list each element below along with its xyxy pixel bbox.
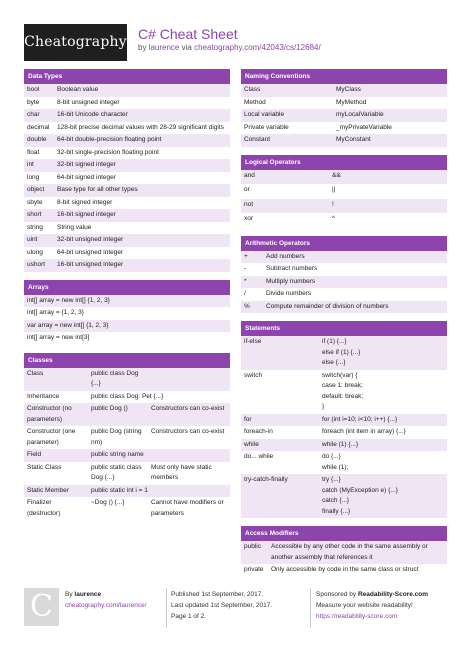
type-desc: 64-bit double-precision floating point <box>57 136 162 143</box>
table-row <box>24 172 230 185</box>
published-date: Published 1st September, 2017. <box>171 591 264 598</box>
page-title: C# Cheat Sheet <box>138 26 238 42</box>
operator-symbol: - <box>244 265 247 272</box>
operator-desc: Multiply numbers <box>266 277 316 285</box>
note <box>148 369 230 390</box>
type-desc: Base type for all other types <box>57 186 138 193</box>
operator-desc: Compute remainder of division of numbers <box>266 302 389 310</box>
modifier-desc: Only accessible by code in the same class or struct <box>271 566 419 573</box>
section-title: Data Types <box>24 69 230 84</box>
section-title: Naming Conventions <box>241 69 447 84</box>
code-example: var array = new int[] {1, 2, 3} <box>27 321 109 329</box>
type-desc: 32-bit single-precision floating point <box>57 148 159 156</box>
note: Cannot have modifiers or parameters <box>151 499 224 517</box>
right-column <box>241 69 447 585</box>
type-desc: 8-bit unsigned integer <box>57 98 120 106</box>
divider <box>310 588 311 628</box>
divider <box>166 588 167 628</box>
syntax: public class Dog {...} <box>91 369 139 387</box>
table-row <box>24 134 230 147</box>
example: MyClass <box>336 86 361 93</box>
table-row <box>241 276 447 289</box>
type-desc: Boolean value <box>57 86 99 93</box>
table-row <box>241 263 447 276</box>
sponsor-name[interactable]: Readability-Score.com <box>357 591 429 598</box>
kind: Constant <box>244 136 271 143</box>
via-label: via <box>181 43 192 52</box>
type-name: sbyte <box>27 198 43 206</box>
table-row <box>24 497 230 520</box>
concept: Constructor (no parameters) <box>27 405 72 423</box>
arrays-section <box>24 280 230 345</box>
sponsor-link[interactable]: https://readability-score.com <box>316 613 398 620</box>
operator-name: not <box>244 200 254 208</box>
access-table <box>241 541 447 577</box>
type-desc: 32-bit signed integer <box>57 161 116 168</box>
example: MyConstant <box>336 136 371 143</box>
table-row <box>241 170 447 185</box>
sponsored-label: Sponsored by <box>316 591 357 598</box>
statements-table <box>241 336 447 518</box>
statements-section <box>241 321 447 518</box>
type-desc: String value <box>57 223 92 231</box>
table-row <box>241 213 447 228</box>
kind: Method <box>244 98 266 106</box>
note: Constructors can co-exist <box>151 428 225 435</box>
table-row <box>241 564 447 577</box>
table-row <box>24 307 230 320</box>
example: MyMethod <box>336 98 367 106</box>
table-row <box>241 370 447 414</box>
statement-syntax: while (1) {...} <box>322 440 359 448</box>
table-row <box>241 109 447 122</box>
type-name: int <box>27 161 34 168</box>
modifier-name: private <box>244 566 264 573</box>
kind: Private variable <box>244 123 289 131</box>
table-row <box>241 122 447 135</box>
table-row <box>241 84 447 97</box>
footer-author[interactable]: laurence <box>74 591 102 598</box>
type-desc: 32-bit unsigned integer <box>57 236 124 243</box>
classes-section <box>24 353 230 521</box>
type-name: ulong <box>27 248 43 256</box>
section-title: Classes <box>24 353 230 368</box>
type-name: long <box>27 173 40 181</box>
cheatography-c-logo: C <box>24 588 59 626</box>
code-example: int[] array = new int[3] <box>27 334 90 341</box>
concept: Class <box>27 369 44 377</box>
table-row <box>241 301 447 314</box>
section-title: Arithmetic Operators <box>241 236 447 251</box>
type-name: object <box>27 186 45 193</box>
operator-symbol: && <box>332 171 341 179</box>
syntax: public class Dog: Pet {...} <box>91 392 164 400</box>
statement-name: try-catch-finally <box>244 476 288 483</box>
table-row <box>24 449 230 462</box>
example: myLocalVariable <box>336 111 384 118</box>
type-name: decimal <box>27 123 50 131</box>
operator-name: or <box>244 186 250 193</box>
type-name: byte <box>27 98 40 106</box>
table-row <box>241 199 447 214</box>
by-label: by <box>138 43 147 52</box>
type-name: ushort <box>27 261 46 268</box>
type-name: short <box>27 211 42 218</box>
access-modifiers-section <box>241 526 447 577</box>
statement-name: if-else <box>244 338 262 345</box>
data-types-table <box>24 84 230 272</box>
note <box>148 450 230 461</box>
statement-name: do... while <box>244 453 274 460</box>
table-row <box>24 295 230 308</box>
table-row <box>24 234 230 247</box>
table-row <box>24 209 230 222</box>
operator-name: xor <box>244 215 254 222</box>
author-link[interactable]: laurence <box>148 43 180 52</box>
section-title: Statements <box>241 321 447 336</box>
statement-syntax: do {...} while (1); <box>322 453 349 471</box>
classes-table <box>24 368 230 521</box>
modifier-desc: Accessible by any other code in the same assembly or another assembly that references it <box>271 543 428 561</box>
left-column <box>24 69 230 528</box>
concept: Constructor (one parameter) <box>27 428 76 446</box>
arithmetic-table <box>241 251 447 314</box>
sponsor-tagline: Measure your website readability! <box>316 602 413 609</box>
operator-symbol: * <box>244 277 247 285</box>
operator-name: and <box>244 171 255 179</box>
table-row <box>24 159 230 172</box>
operator-desc: Divide numbers <box>266 290 312 297</box>
statement-syntax: foreach (int item in array) {...} <box>322 428 406 435</box>
note: Must only have static members <box>151 463 212 481</box>
updated-date: Last updated 1st September, 2017. <box>171 602 273 609</box>
code-example: int[] array = {1, 2, 3} <box>27 309 84 316</box>
operator-symbol: || <box>332 186 336 193</box>
table-row <box>241 541 447 564</box>
table-row <box>241 426 447 439</box>
note <box>225 392 230 403</box>
statement-name: switch <box>244 371 263 379</box>
operator-symbol: ^ <box>332 215 336 222</box>
type-name: bool <box>27 86 40 93</box>
type-desc: 64-bit signed integer <box>57 173 116 181</box>
code-example: int[] array = new int[] {1, 2, 3} <box>27 296 110 304</box>
modifier-name: public <box>244 543 261 550</box>
note <box>225 486 230 497</box>
by-label: By <box>65 591 73 598</box>
kind: Class <box>244 86 261 93</box>
statement-syntax: for (int i=10; i<10; i++) {...} <box>322 415 398 423</box>
concept: Static Class <box>27 463 62 471</box>
author-info <box>65 589 147 611</box>
statement-name: for <box>244 415 252 423</box>
statement-syntax: switch(var) { case 1: break; default: break; } <box>322 371 364 410</box>
table-row <box>241 251 447 264</box>
operator-symbol: / <box>244 290 246 297</box>
table-row <box>24 259 230 272</box>
sponsor-info <box>316 589 428 622</box>
type-desc: 8-bit signed integer <box>57 198 113 206</box>
table-row <box>24 368 230 391</box>
example: _myPrivateVariable <box>336 123 392 131</box>
logical-table <box>241 170 447 228</box>
concept: Field <box>27 451 42 458</box>
syntax: public string name <box>91 451 144 458</box>
table-row <box>24 197 230 210</box>
concept: Static Member <box>27 486 69 494</box>
data-types-section <box>24 69 230 272</box>
type-desc: 16-bit signed integer <box>57 211 116 218</box>
table-row <box>24 222 230 235</box>
table-row <box>24 84 230 97</box>
table-row <box>24 122 230 135</box>
statement-name: foreach-in <box>244 428 273 435</box>
page-number: Page 1 of 2. <box>171 613 207 620</box>
table-row <box>24 485 230 498</box>
syntax: public static class Dog {...} <box>91 463 142 481</box>
table-row <box>241 474 447 518</box>
type-desc: 16-bit unsigned integer <box>57 261 124 268</box>
table-row <box>241 451 447 474</box>
table-row <box>241 336 447 370</box>
type-name: float <box>27 148 40 156</box>
table-row <box>24 97 230 110</box>
table-row <box>241 184 447 199</box>
arrays-table <box>24 295 230 345</box>
table-row <box>241 414 447 427</box>
type-name: uint <box>27 236 38 243</box>
syntax: public Dog () <box>91 405 128 412</box>
statement-syntax: if (1) {...} else if (1) {...} else {...} <box>322 338 361 366</box>
type-desc: 64-bit unsigned integer <box>57 248 124 256</box>
table-row <box>24 184 230 197</box>
table-row <box>24 426 230 449</box>
section-title: Arrays <box>24 280 230 295</box>
type-desc: 16-bit Unicode character <box>57 111 128 118</box>
type-name: double <box>27 136 47 143</box>
table-row <box>241 97 447 110</box>
operator-desc: Subtract numbers <box>266 265 318 272</box>
naming-table <box>241 84 447 147</box>
section-title: Access Modifiers <box>241 526 447 541</box>
table-row <box>24 109 230 122</box>
table-row <box>24 147 230 160</box>
type-name: string <box>27 223 43 231</box>
table-row <box>24 320 230 333</box>
operator-symbol: + <box>244 252 248 260</box>
table-row <box>24 391 230 404</box>
section-title: Logical Operators <box>241 155 447 170</box>
table-row <box>24 462 230 485</box>
syntax: public static int i = 1 <box>91 486 148 494</box>
header <box>0 0 474 58</box>
kind: Local variable <box>244 111 285 118</box>
arithmetic-operators-section <box>241 236 447 314</box>
publish-info <box>171 589 272 622</box>
syntax: ~Dog () {...} <box>91 499 125 506</box>
syntax: public Dog (string nm) <box>91 428 142 446</box>
operator-symbol: ! <box>332 200 334 208</box>
statement-name: while <box>244 440 259 448</box>
table-row <box>241 439 447 452</box>
type-desc: 128-bit precise decimal values with 28-29 significant digits <box>57 123 224 131</box>
note: Constructors can co-exist <box>151 405 225 412</box>
naming-conventions-section <box>241 69 447 147</box>
concept: Inheritance <box>27 392 60 400</box>
operator-desc: Add numbers <box>266 252 305 260</box>
logical-operators-section <box>241 155 447 228</box>
table-row <box>241 288 447 301</box>
table-row <box>241 134 447 147</box>
table-row <box>24 403 230 426</box>
author-profile-link[interactable]: cheatography.com/laurence/ <box>65 602 147 609</box>
statement-syntax: try {...} catch (MyException e) {...} catch {...} finally {...} <box>322 476 398 515</box>
cheatography-logo[interactable]: Cheatography <box>24 24 127 61</box>
sheet-url-link[interactable]: cheatography.com/42043/cs/12684/ <box>194 43 321 52</box>
concept: Finalizer (destructor) <box>27 499 61 517</box>
type-name: char <box>27 111 40 118</box>
subtitle <box>138 43 321 52</box>
operator-symbol: % <box>244 302 250 310</box>
table-row <box>24 332 230 345</box>
table-row <box>24 247 230 260</box>
